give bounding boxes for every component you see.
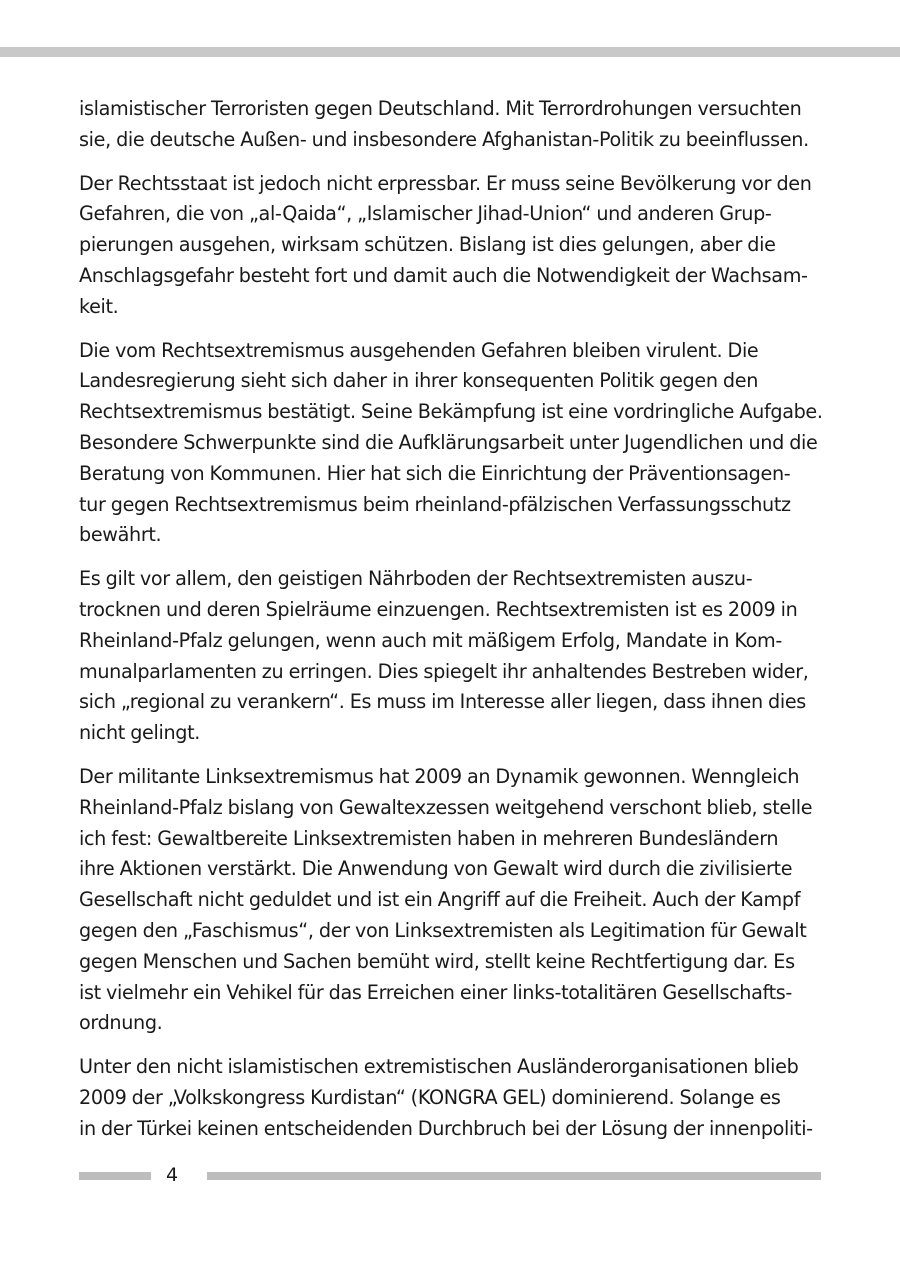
paragraph-2: Der Rechtsstaat ist jedoch nicht erpressbar. Er muss seine Bevölkerung vor den Gefahren, die von „al-Qaida“, „Islamischer Jihad-Union“ und anderen Grup- pierungen ausgehen, wirksam schützen. Bislang ist dies gelungen, aber die Anschlagsgefahr besteht fort und damit auch die Notwendigkeit der Wachsam- keit. <box>79 171 812 318</box>
page-number: 4 <box>166 1164 179 1186</box>
page-body <box>79 94 824 1158</box>
top-rule <box>0 47 900 57</box>
paragraph-4: Es gilt vor allem, den geistigen Nährboden der Rechtsextremisten auszu- trocknen und deren Spielräume einzuengen. Rechtsextremisten ist es 2009 in Rheinland-Pfalz gelungen, wenn auch mit mäßigem Erfolg, Mandate in Kom- munalparlamenten zu erringen. Dies spiegelt ihr anhaltendes Bestreben wider, sich „regional zu verankern“. Es muss im Interesse aller liegen, dass ihnen dies nicht gelingt. <box>79 567 809 745</box>
paragraph-1: islamistischer Terroristen gegen Deutschland. Mit Terrordrohungen versuchten sie, die deutsche Außen- und insbesondere Afghanistan-Politik zu beeinflussen. <box>79 97 809 151</box>
paragraph-6: Unter den nicht islamistischen extremistischen Ausländerorganisationen blieb 2009 der „Volkskongress Kurdistan“ (KONGRA GEL) dominierend. Solange es in der Türkei keinen entscheidenden Durchbruch bei der Lösung der innenpoliti- <box>79 1055 813 1140</box>
paragraph-3: Die vom Rechtsextremismus ausgehenden Gefahren bleiben virulent. Die Landesregierung sieht sich daher in ihrer konsequenten Politik gegen den Rechtsextremismus bestätigt. Seine Bekämpfung ist eine vordringliche Aufgabe. Besondere Schwerpunkte sind die Aufklärungsarbeit unter Jugendlichen und die Beratung von Kommunen. Hier hat sich die Einrichtung der Präventionsagen- tur gegen Rechtsextremismus beim rheinland-pfälzischen Verfassungsschutz bewährt. <box>79 338 823 547</box>
footer-left-bar <box>79 1172 151 1180</box>
footer-right-bar <box>207 1172 821 1180</box>
paragraph-5: Der militante Linksextremismus hat 2009 an Dynamik gewonnen. Wenngleich Rheinland-Pfalz bislang von Gewaltexzessen weitgehend verschont blieb, stelle ich fest: Gewaltbereite Linksextremisten haben in mehreren Bundesländern ihre Aktionen verstärkt. Die Anwendung von Gewalt wird durch die zivilisierte Gesellschaft nicht geduldet und ist ein Angriff auf die Freiheit. Auch der Kampf gegen den „Faschismus“, der von Linksextremisten als Legitimation für Gewalt gegen Menschen und Sachen bemüht wird, stellt keine Rechtfertigung dar. Es ist vielmehr ein Vehikel für das Erreichen einer links-totalitären Gesellschafts- ordnung. <box>79 764 813 1035</box>
